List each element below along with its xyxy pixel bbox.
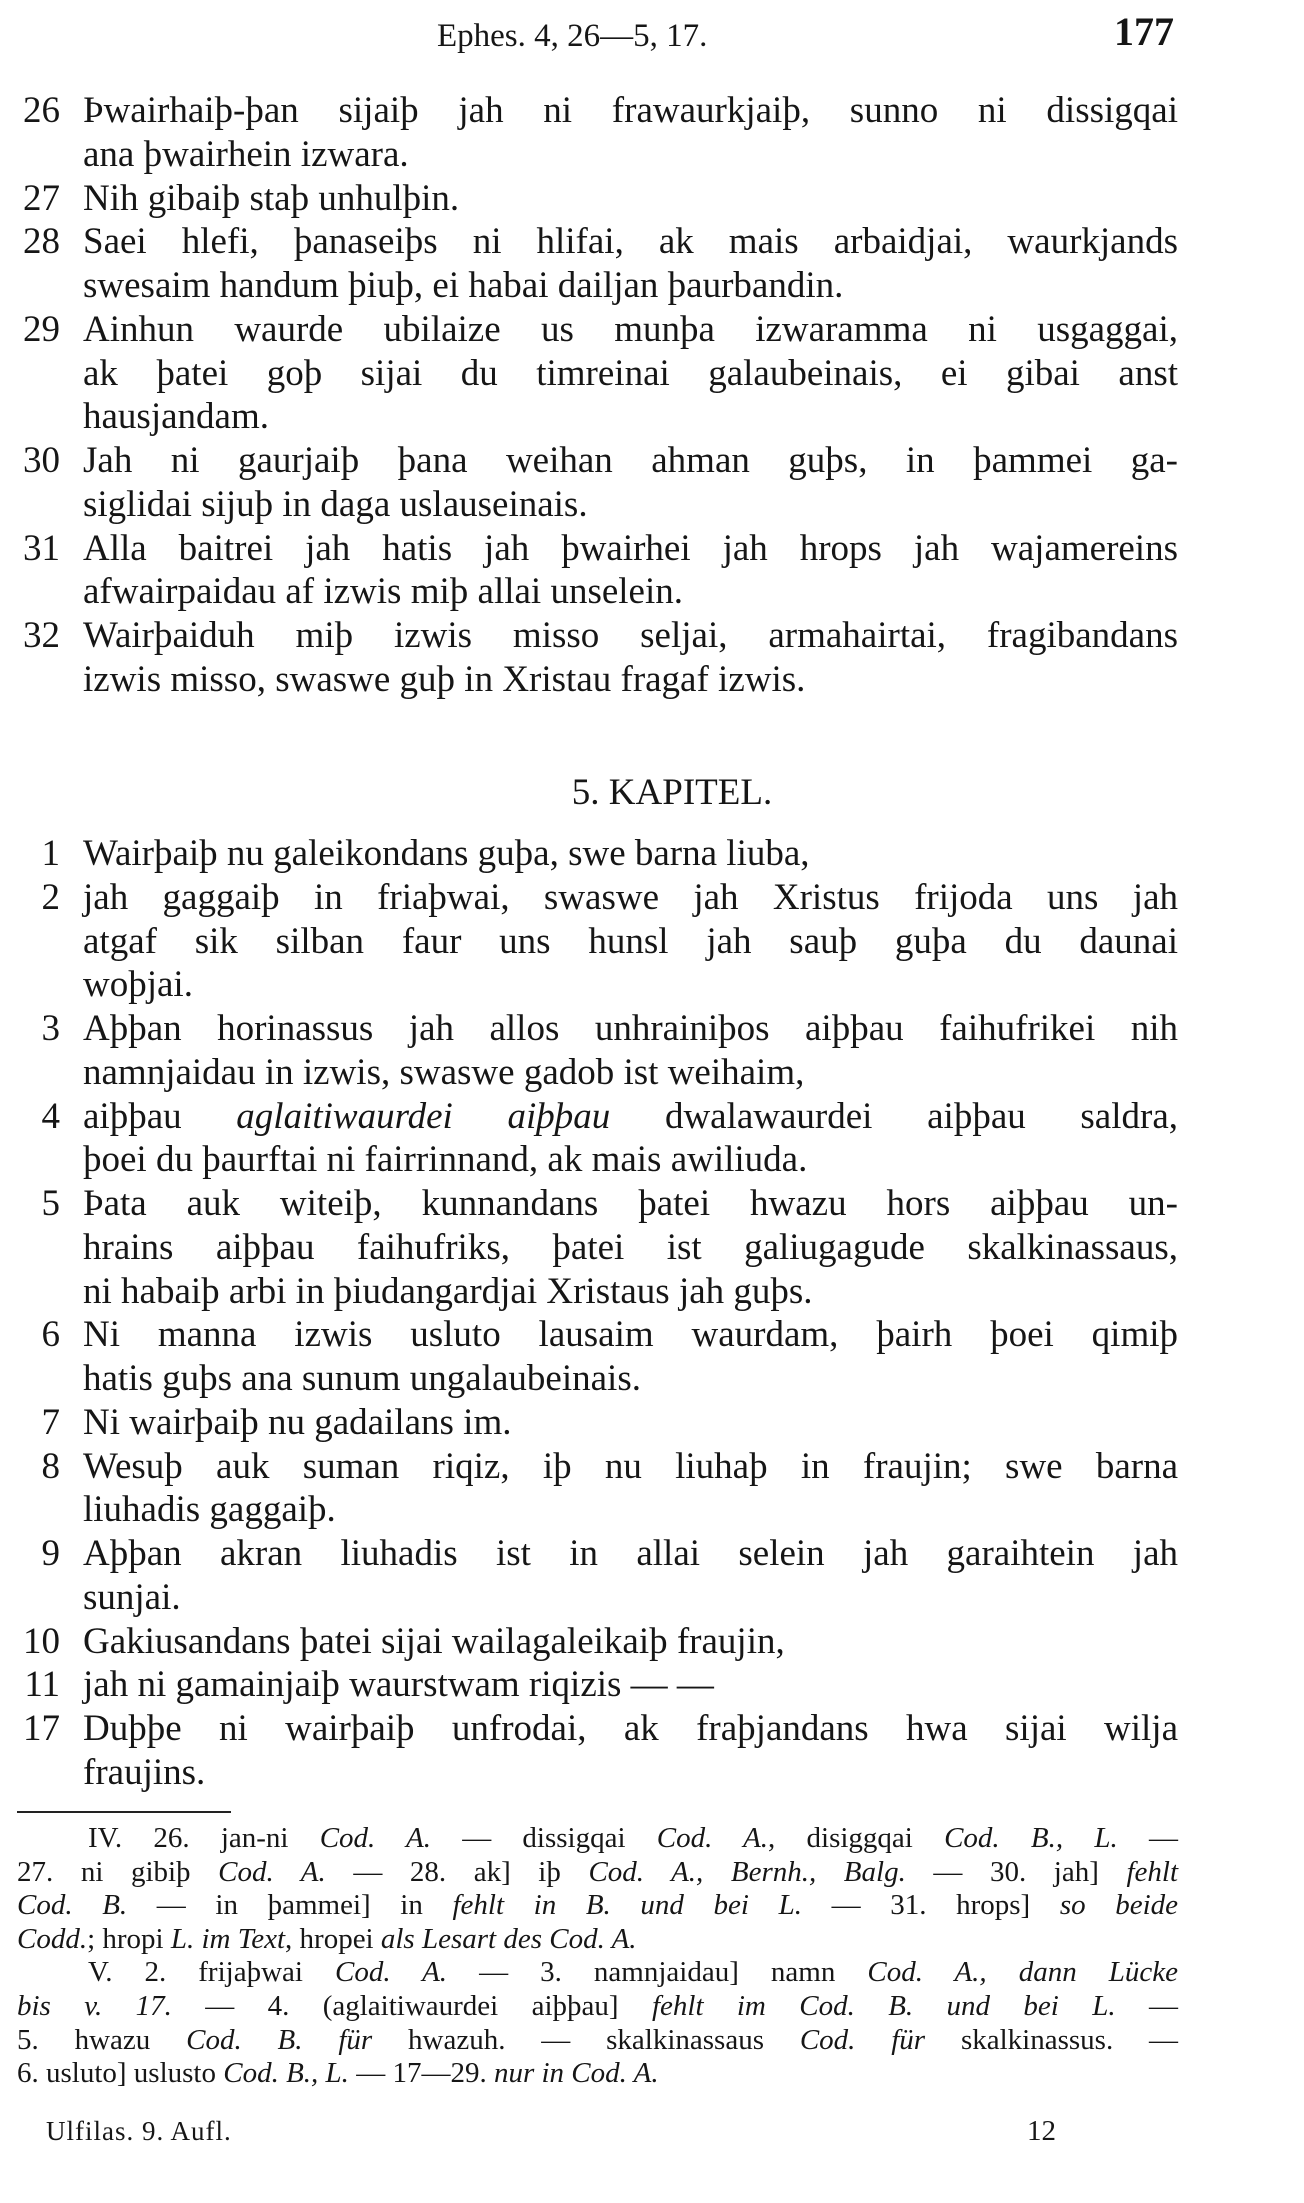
verse-text bbox=[83, 1488, 1178, 1532]
verse-text bbox=[83, 1401, 1178, 1445]
verse-line bbox=[0, 1007, 1304, 1051]
verse-text bbox=[83, 1182, 1178, 1226]
text-segment: namnjaidau in izwis, swaswe gadob ist weihaim, bbox=[83, 1051, 805, 1093]
verse-text bbox=[83, 658, 1178, 702]
text-segment: Jah ni gaurjaiþ þana weihan ahman guþs, in þammei ga- bbox=[83, 440, 1178, 481]
text-segment: Wairþaiduh miþ izwis misso seljai, armahairtai, fragibandans bbox=[83, 615, 1178, 656]
text-segment: Wesuþ auk suman riqiz, iþ nu liuhaþ in fraujin; swe barna bbox=[83, 1445, 1178, 1487]
verse-number: 28 bbox=[23, 221, 60, 263]
text-segment: Alla baitrei jah hatis jah þwairhei jah hrops jah wajamereins bbox=[83, 527, 1178, 569]
footnote-line bbox=[17, 1989, 1178, 2023]
text-segment: Þwairhaiþ-þan sijaiþ jah ni frawaurkjaiþ, sunno ni dissigqai bbox=[83, 90, 1178, 131]
text-segment: Gakiusandans þatei sijai wailagaleikaiþ fraujin, bbox=[83, 1620, 785, 1662]
text-segment: jah ni gamainjaiþ waurstwam riqizis — — bbox=[83, 1664, 714, 1706]
verse-line bbox=[0, 614, 1304, 658]
verse-text bbox=[83, 264, 1178, 308]
text-segment: ak þatei goþ sijai du timreinai galaubeinais, ei gibai anst bbox=[83, 352, 1178, 394]
italic-text: Cod. B. für bbox=[186, 2023, 373, 2056]
text-segment: Ni wairþaiþ nu gadailans im. bbox=[83, 1401, 512, 1443]
italic-text: nur in Cod. A. bbox=[493, 2057, 659, 2090]
text-segment: Saei hlefi, þanaseiþs ni hlifai, ak mais arbaidjai, waurkjands bbox=[83, 221, 1178, 263]
verse-text bbox=[83, 1751, 1178, 1795]
verse-text bbox=[83, 876, 1178, 920]
text-segment: — 30. jah] bbox=[905, 1855, 1127, 1888]
verse-line bbox=[0, 963, 1304, 1007]
text-segment: hatis guþs ana sunum ungalaubeinais. bbox=[83, 1358, 641, 1399]
verse-text bbox=[83, 1226, 1178, 1270]
text-segment: jah gaggaiþ in friaþwai, swaswe jah Xristus frijoda uns jah bbox=[83, 876, 1178, 918]
verse-line bbox=[0, 658, 1304, 702]
verse-text bbox=[83, 920, 1178, 964]
verse-text bbox=[83, 1663, 1178, 1707]
verse-line bbox=[0, 1532, 1304, 1576]
verse-text bbox=[83, 1620, 1178, 1664]
verse-text bbox=[83, 89, 1178, 133]
footnote-divider bbox=[17, 1811, 231, 1813]
verse-line bbox=[0, 1051, 1304, 1095]
verse-text bbox=[83, 1007, 1178, 1051]
text-segment: — 17—29. bbox=[348, 2057, 494, 2090]
italic-text: Cod. A. bbox=[656, 1822, 769, 1854]
verse-number: 31 bbox=[23, 527, 60, 569]
text-segment: siglidai sijuþ in daga uslauseinais. bbox=[83, 483, 588, 525]
italic-text: als Lesart des Cod. A. bbox=[380, 1922, 637, 1955]
text-segment: , disiggqai bbox=[768, 1822, 945, 1854]
italic-text: Cod. B., L. bbox=[944, 1822, 1118, 1854]
verse-text bbox=[83, 1357, 1178, 1401]
verse-text bbox=[83, 614, 1178, 658]
verse-text bbox=[83, 527, 1178, 571]
text-segment: Wairþaiþ nu galeikondans guþa, swe barna liuba, bbox=[83, 833, 810, 874]
verse-number: 1 bbox=[41, 833, 60, 874]
italic-text: Cod. für bbox=[799, 2023, 926, 2056]
verse-line bbox=[0, 483, 1304, 527]
verse-line bbox=[0, 177, 1304, 221]
text-segment: — bbox=[1115, 1990, 1179, 2022]
footnote-line bbox=[17, 1855, 1178, 1889]
text-segment: Aþþan akran liuhadis ist in allai selein jah garaihtein jah bbox=[83, 1533, 1178, 1574]
text-segment: swesaim handum þiuþ, ei habai dailjan þaurbandin. bbox=[83, 265, 844, 306]
verse-line bbox=[0, 527, 1304, 571]
verse-number: 7 bbox=[41, 1401, 60, 1443]
text-segment: sunjai. bbox=[83, 1576, 181, 1618]
verse-line bbox=[0, 1095, 1304, 1139]
verse-text bbox=[83, 832, 1178, 876]
verse-line bbox=[0, 220, 1304, 264]
text-segment: Nih gibaiþ staþ unhulþin. bbox=[83, 177, 460, 219]
italic-text: Cod. A. bbox=[334, 1956, 448, 1989]
text-segment: hausjandam. bbox=[83, 396, 269, 438]
text-segment: — 28. ak] iþ bbox=[325, 1855, 589, 1888]
verse-line bbox=[0, 1663, 1304, 1707]
verse-text bbox=[83, 133, 1178, 177]
text-segment: — 3. namnjaidau] namn bbox=[447, 1956, 868, 1989]
text-segment: þoei du þaurftai ni fairrinnand, ak mais awiliuda. bbox=[83, 1139, 808, 1181]
verse-line bbox=[0, 1270, 1304, 1314]
footnote-line bbox=[17, 2023, 1178, 2057]
italic-text: Cod. A. bbox=[319, 1822, 431, 1854]
italic-text: fehlt in B. und bei L. bbox=[452, 1889, 802, 1922]
italic-text: bis v. 17. bbox=[17, 1990, 172, 2022]
text-segment: ; hropi bbox=[87, 1922, 171, 1955]
verse-line bbox=[0, 395, 1304, 439]
verse-number: 4 bbox=[41, 1095, 60, 1137]
verse-text bbox=[83, 439, 1178, 483]
verse-number: 10 bbox=[23, 1620, 60, 1662]
verse-text bbox=[83, 1051, 1178, 1095]
verse-line bbox=[0, 1620, 1304, 1664]
text-segment: izwis misso, swaswe guþ in Xristau fragaf izwis. bbox=[83, 658, 806, 700]
verse-line bbox=[0, 264, 1304, 308]
footnote-line bbox=[17, 2056, 1178, 2090]
text-segment: — bbox=[1117, 1822, 1178, 1854]
verse-text bbox=[83, 395, 1178, 439]
page-number: 177 bbox=[1114, 9, 1174, 54]
verse-text bbox=[83, 483, 1178, 527]
verse-line bbox=[0, 439, 1304, 483]
verse-text bbox=[83, 1707, 1178, 1751]
verse-text bbox=[83, 1313, 1178, 1357]
verse-number: 17 bbox=[23, 1708, 60, 1749]
verse-text bbox=[83, 1532, 1178, 1576]
verse-number: 26 bbox=[23, 90, 60, 131]
verse-line bbox=[0, 1138, 1304, 1182]
verse-text bbox=[83, 1445, 1178, 1489]
verse-text bbox=[83, 963, 1178, 1007]
text-segment: — 31. hrops] bbox=[801, 1889, 1060, 1922]
verse-number: 2 bbox=[41, 876, 60, 918]
text-segment: ana þwairhein izwara. bbox=[83, 133, 409, 175]
verse-number: 11 bbox=[24, 1664, 60, 1706]
text-segment: Ni manna izwis usluto lausaim waurdam, þairh þoei qimiþ bbox=[83, 1314, 1178, 1356]
verse-line bbox=[0, 1357, 1304, 1401]
italic-text: aglaitiwaurdei aiþþau bbox=[236, 1095, 611, 1137]
text-segment: aiþþau bbox=[83, 1095, 237, 1137]
verse-line bbox=[0, 1182, 1304, 1226]
verse-text bbox=[83, 177, 1178, 221]
verse-text bbox=[83, 1576, 1178, 1620]
verse-line bbox=[0, 570, 1304, 614]
italic-text: Cod. B., L. bbox=[223, 2057, 349, 2090]
text-segment: afwairpaidau af izwis miþ allai unselein. bbox=[83, 571, 684, 613]
text-segment: hrains aiþþau faihufriks, þatei ist galiugagude skalkinassaus, bbox=[83, 1226, 1178, 1268]
verse-text bbox=[83, 1270, 1178, 1314]
text-segment: — in þammei] in bbox=[127, 1889, 453, 1922]
verse-line bbox=[0, 1751, 1304, 1795]
text-segment: — dissigqai bbox=[430, 1822, 657, 1854]
italic-text: fehlt bbox=[1126, 1855, 1178, 1888]
footer-signature: Ulfilas. 9. Aufl. bbox=[46, 2116, 232, 2146]
verse-number: 5 bbox=[41, 1183, 60, 1224]
footnote-line bbox=[88, 1821, 1178, 1855]
verse-number: 8 bbox=[41, 1445, 60, 1487]
verse-line bbox=[0, 1707, 1304, 1751]
verse-text bbox=[83, 308, 1178, 352]
verse-number: 27 bbox=[23, 177, 60, 219]
footnote-line bbox=[17, 1922, 1178, 1956]
italic-text: fehlt im Cod. B. und bei L. bbox=[651, 1990, 1116, 2022]
chapter-heading: 5. KAPITEL. bbox=[571, 772, 773, 813]
verse-text bbox=[83, 352, 1178, 396]
verse-line bbox=[0, 1445, 1304, 1489]
text-segment: woþjai. bbox=[83, 964, 193, 1006]
italic-text: Codd. bbox=[17, 1922, 88, 1955]
verse-line bbox=[0, 308, 1304, 352]
verse-line bbox=[0, 1226, 1304, 1270]
verse-line bbox=[0, 352, 1304, 396]
text-segment: 27. ni gibiþ bbox=[17, 1855, 219, 1888]
text-segment: Ainhun waurde ubilaize us munþa izwaramma ni usgaggai, bbox=[83, 308, 1178, 350]
text-segment: hwazuh. — skalkinassaus bbox=[372, 2023, 800, 2056]
verse-line bbox=[0, 1488, 1304, 1532]
verse-line bbox=[0, 89, 1304, 133]
verse-text bbox=[83, 570, 1178, 614]
italic-text: Cod. A. bbox=[218, 1855, 326, 1888]
text-segment: 5. hwazu bbox=[17, 2023, 187, 2056]
verse-number: 6 bbox=[41, 1314, 60, 1356]
verse-number: 32 bbox=[23, 615, 60, 656]
text-segment: fraujins. bbox=[83, 1751, 206, 1793]
text-segment: 6. usluto] uslusto bbox=[17, 2057, 224, 2090]
text-segment: atgaf sik silban faur uns hunsl jah sauþ guþa du daunai bbox=[83, 920, 1178, 962]
text-segment: skalkinassus. — bbox=[925, 2023, 1179, 2056]
text-segment: , hropei bbox=[285, 1922, 381, 1955]
italic-text: Cod. A., Bernh., Balg. bbox=[588, 1855, 906, 1888]
verse-line bbox=[0, 876, 1304, 920]
text-segment: IV. 26. jan-ni bbox=[88, 1822, 320, 1854]
text-segment: Aþþan horinassus jah allos unhrainiþos aiþþau faihufrikei nih bbox=[83, 1008, 1178, 1049]
footer-sheet-number: 12 bbox=[1027, 2115, 1056, 2147]
text-segment: liuhadis gaggaiþ. bbox=[83, 1489, 336, 1531]
footnote-line bbox=[17, 1888, 1178, 1922]
verse-line bbox=[0, 920, 1304, 964]
footnote-line bbox=[88, 1955, 1178, 1989]
verse-number: 3 bbox=[41, 1008, 60, 1049]
verse-line bbox=[0, 133, 1304, 177]
verse-number: 30 bbox=[23, 440, 60, 481]
italic-text: Cod. B. bbox=[17, 1889, 128, 1922]
verse-number: 9 bbox=[41, 1533, 60, 1574]
verse-line bbox=[0, 1313, 1304, 1357]
text-segment: Duþþe ni wairþaiþ unfrodai, ak fraþjandans hwa sijai wilja bbox=[83, 1708, 1178, 1749]
text-segment: — 4. (aglaitiwaurdei aiþþau] bbox=[171, 1990, 652, 2022]
verse-text bbox=[83, 220, 1178, 264]
text-segment: dwalawaurdei aiþþau saldra, bbox=[610, 1095, 1179, 1137]
verse-text bbox=[83, 1138, 1178, 1182]
italic-text: L. im Text bbox=[170, 1922, 286, 1955]
verse-text bbox=[83, 1095, 1178, 1139]
verse-line bbox=[0, 832, 1304, 876]
verse-number: 29 bbox=[23, 308, 60, 350]
text-segment: ni habaiþ arbi in þiudangardjai Xristaus jah guþs. bbox=[83, 1270, 813, 1312]
verse-line bbox=[0, 1576, 1304, 1620]
verse-line bbox=[0, 1401, 1304, 1445]
text-segment: Þata auk witeiþ, kunnandans þatei hwazu hors aiþþau un- bbox=[83, 1183, 1178, 1224]
running-head: Ephes. 4, 26—5, 17. bbox=[437, 18, 708, 54]
italic-text: so beide bbox=[1059, 1889, 1179, 1922]
text-segment: V. 2. frijaþwai bbox=[88, 1956, 335, 1989]
italic-text: Cod. A., dann Lücke bbox=[867, 1956, 1178, 1989]
